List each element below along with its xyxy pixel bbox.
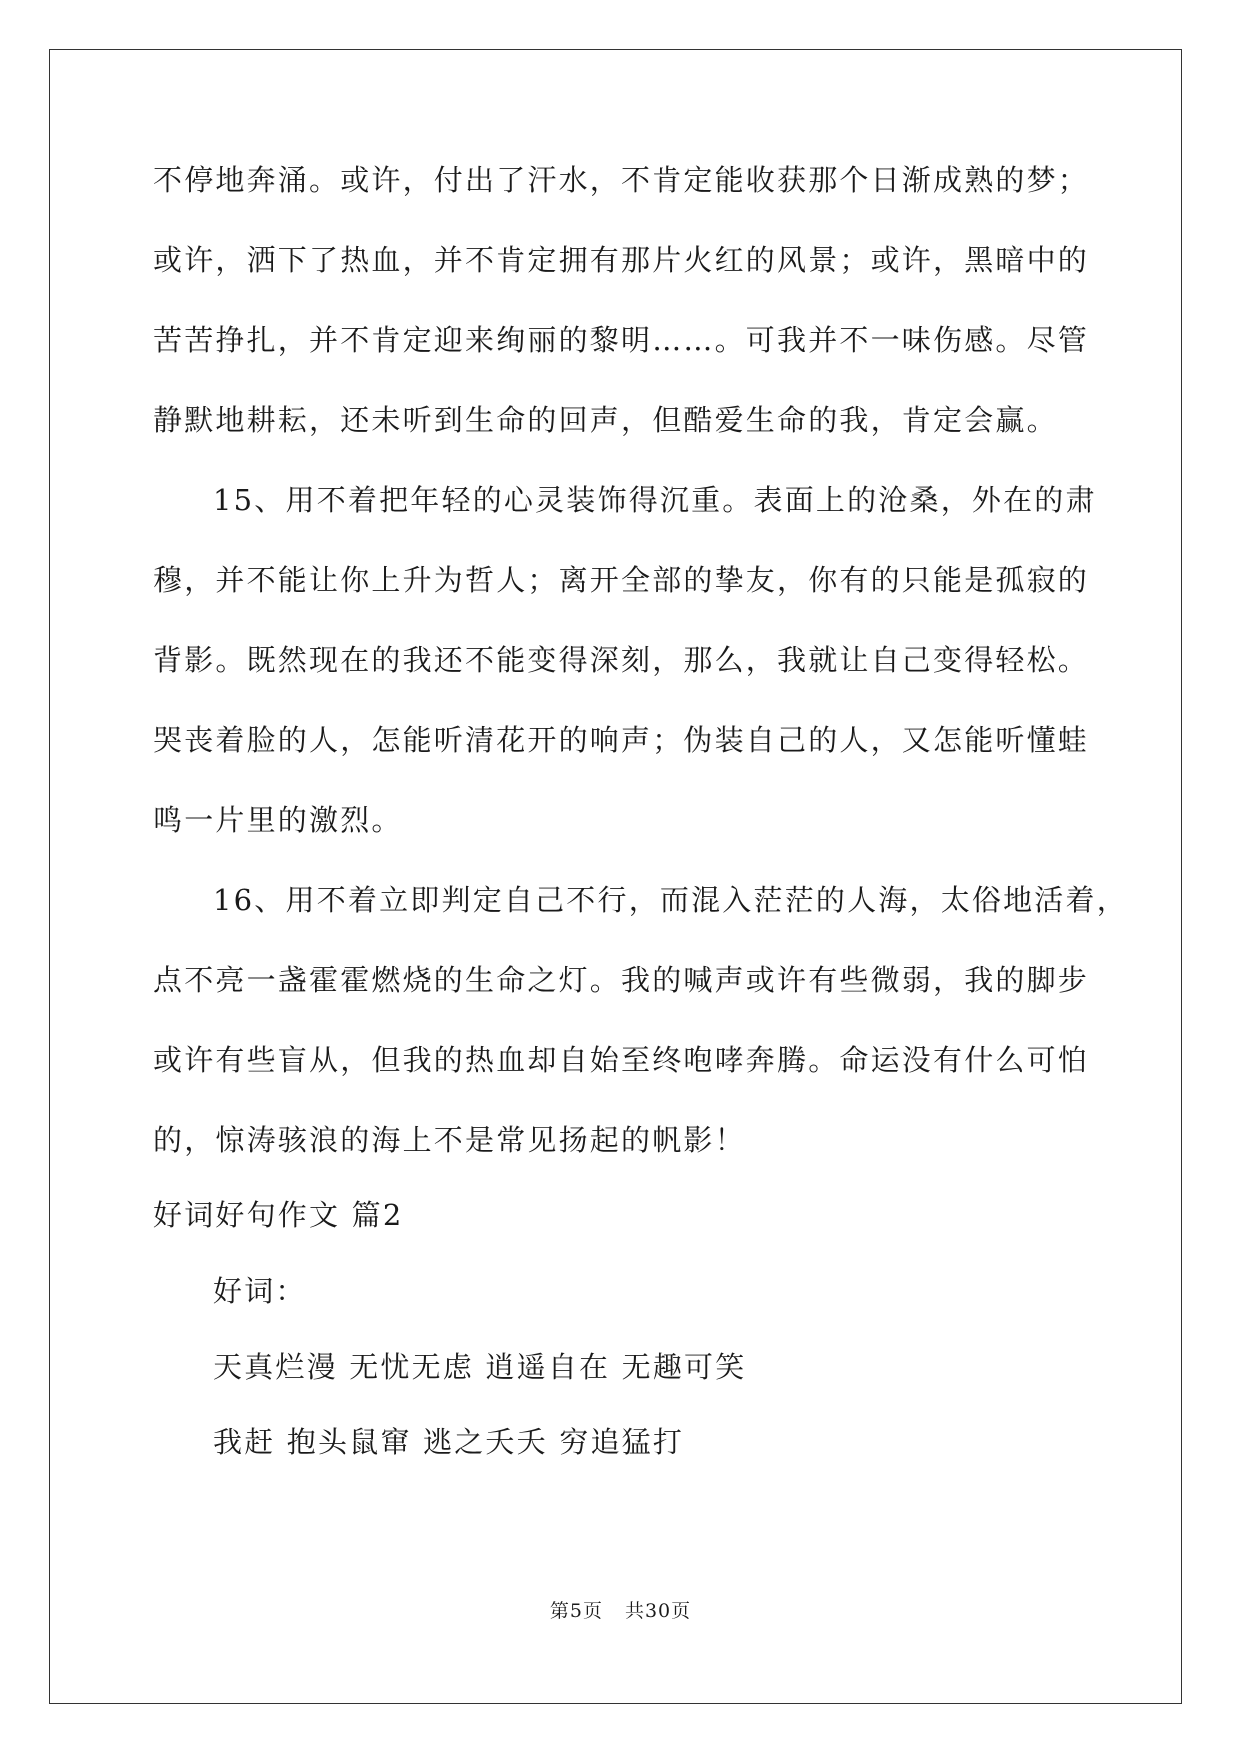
paragraph-15-line-3: 背影。既然现在的我还不能变得深刻，那么，我就让自己变得轻松。 [153,643,1090,677]
paragraph-16-line-2: 点不亮一盏霍霍燃烧的生命之灯。我的喊声或许有些微弱，我的脚步 [153,963,1090,997]
paragraph-15-line-5: 鸣一片里的激烈。 [153,803,403,837]
paragraph-16-line-1: 16、用不着立即判定自己不行，而混入茫茫的人海，太俗地活着， [213,883,1128,917]
paragraph-15-line-2: 穆，并不能让你上升为哲人；离开全部的挚友，你有的只能是孤寂的 [153,563,1090,597]
good-words-label: 好词： [213,1274,307,1308]
page-total: 共30页 [624,1600,692,1622]
page-number: 第5页 [549,1600,603,1622]
paragraph-16-line-3: 或许有些盲从，但我的热血却自始至终咆哮奔腾。命运没有什么可怕 [153,1043,1090,1077]
page-footer [0,1596,1241,1623]
paragraph-14-line-5: 静默地耕耘，还未听到生命的回声，但酷爱生命的我，肯定会赢。 [153,403,1058,437]
document-body [153,160,1128,1502]
paragraph-16-line-4: 的，惊涛骇浪的海上不是常见扬起的帆影！ [153,1123,746,1157]
section-heading: 好词好句作文 篇2 [153,1198,404,1232]
paragraph-15-line-4: 哭丧着脸的人，怎能听清花开的响声；伪装自己的人，又怎能听懂蛙 [153,723,1090,757]
paragraph-14-line-3: 或许，洒下了热血，并不肯定拥有那片火红的风景；或许，黑暗中的 [153,243,1090,277]
paragraph-14-line-2: 不停地奔涌。或许，付出了汗水，不肯定能收获那个日渐成熟的梦； [153,163,1090,197]
good-words-row-1: 天真烂漫 无忧无虑 逍遥自在 无趣可笑 [213,1350,747,1384]
good-words-row-2: 我赶 抱头鼠窜 逃之夭夭 穷追猛打 [213,1425,685,1459]
paragraph-14-line-4: 苦苦挣扎，并不肯定迎来绚丽的黎明……。可我并不一味伤感。尽管 [153,323,1090,357]
paragraph-15-line-1: 15、用不着把年轻的心灵装饰得沉重。表面上的沧桑，外在的肃 [213,483,1097,517]
